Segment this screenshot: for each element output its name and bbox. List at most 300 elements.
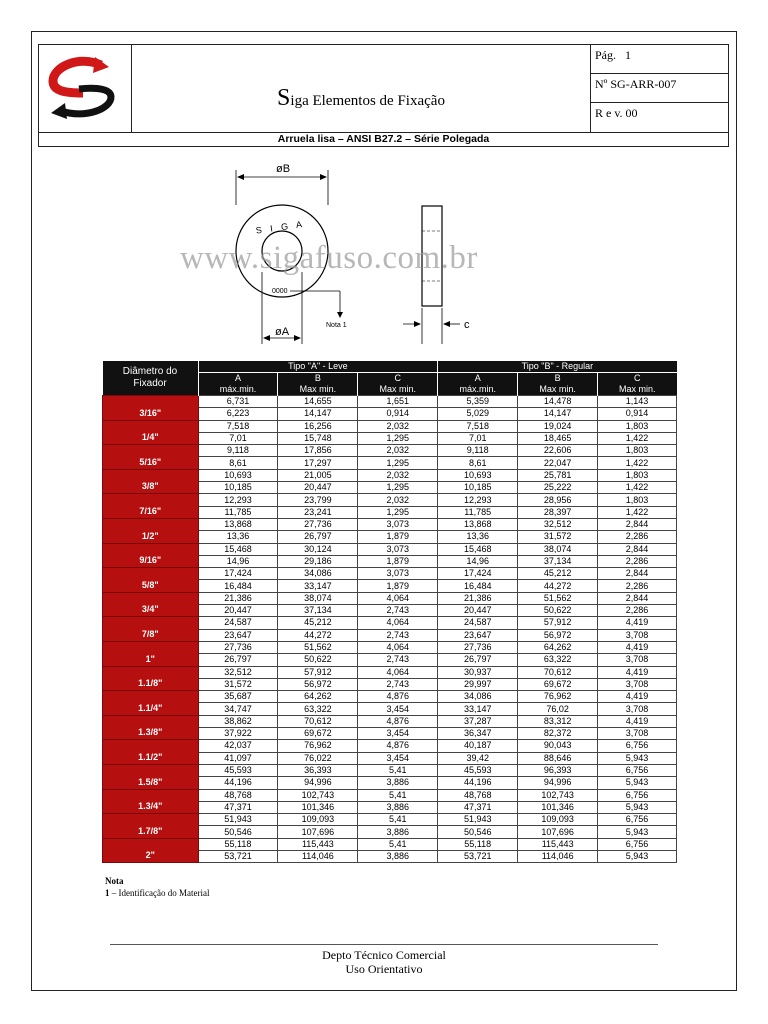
min-value-cell: 5,943 xyxy=(598,752,677,764)
min-value-cell: 3,886 xyxy=(358,826,438,838)
min-value-cell: 2,286 xyxy=(598,580,677,592)
max-value-cell: 5,359 xyxy=(438,396,518,408)
max-value-cell: 5,41 xyxy=(358,764,438,776)
page-number-row xyxy=(591,45,728,74)
min-value-cell: 23,241 xyxy=(278,506,358,518)
table-row xyxy=(103,445,677,457)
max-value-cell: 70,612 xyxy=(278,715,358,727)
fastener-size: 1.3/8" xyxy=(103,715,199,740)
min-value-cell: 2,743 xyxy=(358,605,438,617)
max-value-cell: 2,032 xyxy=(358,469,438,481)
min-value-cell: 11,785 xyxy=(438,506,518,518)
min-value-cell: 20,447 xyxy=(198,605,278,617)
col-letter-header: A xyxy=(198,373,278,385)
max-value-cell: 17,856 xyxy=(278,445,358,457)
max-value-cell: 30,937 xyxy=(438,666,518,678)
min-value-cell: 29,997 xyxy=(438,678,518,690)
max-value-cell: 109,093 xyxy=(518,814,598,826)
max-value-cell: 76,962 xyxy=(518,691,598,703)
min-value-cell: 56,972 xyxy=(278,678,358,690)
min-value-cell: 50,622 xyxy=(278,654,358,666)
max-value-cell: 4,876 xyxy=(358,740,438,752)
diameter-header-line1: Diâmetro do xyxy=(122,366,178,377)
min-value-cell: 53,721 xyxy=(438,850,518,862)
max-value-cell: 32,512 xyxy=(198,666,278,678)
fastener-size: 7/16" xyxy=(103,494,199,519)
min-value-cell: 31,572 xyxy=(518,531,598,543)
max-value-cell: 9,118 xyxy=(198,445,278,457)
max-value-cell: 34,086 xyxy=(278,568,358,580)
max-value-cell: 28,956 xyxy=(518,494,598,506)
min-value-cell: 41,097 xyxy=(198,752,278,764)
min-value-cell: 29,186 xyxy=(278,555,358,567)
max-value-cell: 2,844 xyxy=(598,543,677,555)
max-value-cell: 4,876 xyxy=(358,691,438,703)
min-value-cell: 11,785 xyxy=(198,506,278,518)
min-value-cell: 5,943 xyxy=(598,801,677,813)
min-value-cell: 107,696 xyxy=(278,826,358,838)
fastener-size: 9/16" xyxy=(103,543,199,568)
max-value-cell: 90,043 xyxy=(518,740,598,752)
max-value-cell: 6,756 xyxy=(598,838,677,850)
min-value-cell: 28,397 xyxy=(518,506,598,518)
max-value-cell: 55,118 xyxy=(198,838,278,850)
document-title xyxy=(131,85,591,112)
max-value-cell: 1,143 xyxy=(598,396,677,408)
group-a-header: Tipo "A" - Leve xyxy=(198,361,438,373)
min-value-cell: 101,346 xyxy=(518,801,598,813)
max-value-cell: 13,868 xyxy=(198,518,278,530)
footer xyxy=(0,948,768,976)
min-value-cell: 1,295 xyxy=(358,457,438,469)
fastener-size: 1.3/4" xyxy=(103,789,199,814)
fastener-size: 5/8" xyxy=(103,568,199,593)
min-value-cell: 3,708 xyxy=(598,629,677,641)
washer-spec-table xyxy=(102,361,677,863)
max-value-cell: 42,037 xyxy=(198,740,278,752)
min-value-cell: 2,286 xyxy=(598,531,677,543)
max-value-cell: 102,743 xyxy=(278,789,358,801)
min-value-cell: 3,886 xyxy=(358,801,438,813)
min-value-cell: 16,484 xyxy=(198,580,278,592)
max-value-cell: 35,687 xyxy=(198,691,278,703)
min-value-cell: 0,914 xyxy=(358,408,438,420)
table-row xyxy=(103,494,677,506)
table-row xyxy=(103,666,677,678)
min-value-cell: 1,295 xyxy=(358,506,438,518)
max-value-cell: 19,024 xyxy=(518,420,598,432)
min-value-cell: 5,943 xyxy=(598,777,677,789)
table-row xyxy=(103,617,677,629)
min-value-cell: 3,454 xyxy=(358,752,438,764)
max-value-cell: 102,743 xyxy=(518,789,598,801)
max-value-cell: 22,606 xyxy=(518,445,598,457)
min-value-cell: 3,454 xyxy=(358,728,438,740)
min-value-cell: 37,922 xyxy=(198,728,278,740)
min-value-cell: 1,422 xyxy=(598,506,677,518)
col-unit-header: Max min. xyxy=(278,384,358,396)
fastener-size: 3/4" xyxy=(103,592,199,617)
min-value-cell: 5,943 xyxy=(598,850,677,862)
min-value-cell: 82,372 xyxy=(518,728,598,740)
table-row xyxy=(103,568,677,580)
fastener-size: 3/16" xyxy=(103,396,199,421)
max-value-cell: 4,064 xyxy=(358,592,438,604)
max-value-cell: 15,468 xyxy=(438,543,518,555)
min-value-cell: 6,223 xyxy=(198,408,278,420)
ring-text: S I G A xyxy=(255,218,306,236)
max-value-cell: 32,512 xyxy=(518,518,598,530)
min-value-cell: 3,708 xyxy=(598,728,677,740)
max-value-cell: 30,124 xyxy=(278,543,358,555)
title-text: iga Elementos de Fixação xyxy=(290,93,445,109)
max-value-cell: 34,086 xyxy=(438,691,518,703)
max-value-cell: 51,562 xyxy=(278,641,358,653)
min-value-cell: 17,297 xyxy=(278,457,358,469)
col-letter-header: B xyxy=(278,373,358,385)
min-value-cell: 3,708 xyxy=(598,654,677,666)
note-ref: Nota 1 xyxy=(326,322,347,329)
min-value-cell: 50,622 xyxy=(518,605,598,617)
min-value-cell: 0,914 xyxy=(598,408,677,420)
min-value-cell: 3,708 xyxy=(598,703,677,715)
min-value-cell: 18,465 xyxy=(518,432,598,444)
fastener-size: 1/4" xyxy=(103,420,199,445)
max-value-cell: 38,074 xyxy=(278,592,358,604)
min-value-cell: 53,721 xyxy=(198,850,278,862)
min-value-cell: 69,672 xyxy=(278,728,358,740)
company-logo xyxy=(39,45,132,132)
max-value-cell: 4,419 xyxy=(598,641,677,653)
max-value-cell: 4,064 xyxy=(358,641,438,653)
min-value-cell: 7,01 xyxy=(438,432,518,444)
doc-number: Nº SG-ARR-007 xyxy=(591,74,728,103)
max-value-cell: 1,803 xyxy=(598,420,677,432)
min-value-cell: 13,36 xyxy=(198,531,278,543)
min-value-cell: 2,743 xyxy=(358,654,438,666)
min-value-cell: 37,134 xyxy=(278,605,358,617)
max-value-cell: 3,073 xyxy=(358,543,438,555)
max-value-cell: 2,032 xyxy=(358,445,438,457)
min-value-cell: 3,886 xyxy=(358,850,438,862)
min-value-cell: 23,647 xyxy=(438,629,518,641)
max-value-cell: 45,212 xyxy=(518,568,598,580)
note-item-text: – Identificação do Material xyxy=(109,888,210,898)
min-value-cell: 26,797 xyxy=(438,654,518,666)
min-value-cell: 1,879 xyxy=(358,580,438,592)
min-value-cell: 1,422 xyxy=(598,432,677,444)
max-value-cell: 4,419 xyxy=(598,666,677,678)
min-value-cell: 1,879 xyxy=(358,555,438,567)
max-value-cell: 4,419 xyxy=(598,617,677,629)
min-value-cell: 14,96 xyxy=(438,555,518,567)
min-value-cell: 1,879 xyxy=(358,531,438,543)
title-initial: S xyxy=(277,85,291,111)
table-row xyxy=(103,641,677,653)
min-value-cell: 44,196 xyxy=(438,777,518,789)
max-value-cell: 9,118 xyxy=(438,445,518,457)
max-value-cell: 1,803 xyxy=(598,445,677,457)
max-value-cell: 45,593 xyxy=(438,764,518,776)
min-value-cell: 114,046 xyxy=(278,850,358,862)
max-value-cell: 38,074 xyxy=(518,543,598,555)
min-value-cell: 39,42 xyxy=(438,752,518,764)
max-value-cell: 27,736 xyxy=(278,518,358,530)
min-value-cell: 10,185 xyxy=(198,482,278,494)
max-value-cell: 23,799 xyxy=(278,494,358,506)
min-value-cell: 36,347 xyxy=(438,728,518,740)
fastener-size: 1.7/8" xyxy=(103,814,199,839)
page-label: Pág. xyxy=(595,48,616,62)
max-value-cell: 55,118 xyxy=(438,838,518,850)
max-value-cell: 4,064 xyxy=(358,666,438,678)
min-value-cell: 20,447 xyxy=(278,482,358,494)
min-value-cell: 44,272 xyxy=(518,580,598,592)
max-value-cell: 76,962 xyxy=(278,740,358,752)
footer-line1: Depto Técnico Comercial xyxy=(322,948,446,962)
header-row-group xyxy=(103,361,677,373)
fastener-size: 1" xyxy=(103,641,199,666)
max-value-cell: 21,386 xyxy=(198,592,278,604)
max-value-cell: 96,393 xyxy=(518,764,598,776)
max-value-cell: 1,803 xyxy=(598,494,677,506)
min-value-cell: 56,972 xyxy=(518,629,598,641)
group-b-header: Tipo "B" - Regular xyxy=(438,361,677,373)
min-value-cell: 101,346 xyxy=(278,801,358,813)
table-row xyxy=(103,420,677,432)
min-value-cell: 33,147 xyxy=(438,703,518,715)
max-value-cell: 12,293 xyxy=(438,494,518,506)
min-value-cell: 47,371 xyxy=(198,801,278,813)
material-code: 0000 xyxy=(272,288,288,295)
max-value-cell: 16,256 xyxy=(278,420,358,432)
max-value-cell: 21,386 xyxy=(438,592,518,604)
max-value-cell: 36,393 xyxy=(278,764,358,776)
max-value-cell: 45,593 xyxy=(198,764,278,776)
min-value-cell: 34,747 xyxy=(198,703,278,715)
min-value-cell: 37,134 xyxy=(518,555,598,567)
fastener-size: 7/8" xyxy=(103,617,199,642)
max-value-cell: 4,064 xyxy=(358,617,438,629)
max-value-cell: 27,736 xyxy=(198,641,278,653)
max-value-cell: 51,943 xyxy=(198,814,278,826)
min-value-cell: 1,295 xyxy=(358,432,438,444)
min-value-cell: 2,743 xyxy=(358,678,438,690)
table-row xyxy=(103,789,677,801)
watermark: www.sigafuso.com.br xyxy=(180,240,478,276)
min-value-cell: 3,708 xyxy=(598,678,677,690)
min-value-cell: 26,797 xyxy=(198,654,278,666)
fastener-size: 1.1/4" xyxy=(103,691,199,716)
max-value-cell: 2,032 xyxy=(358,420,438,432)
fastener-size: 1.5/8" xyxy=(103,764,199,789)
note-item-number: 1 xyxy=(105,888,110,898)
max-value-cell: 14,655 xyxy=(278,396,358,408)
fastener-size: 1.1/8" xyxy=(103,666,199,691)
max-value-cell: 10,693 xyxy=(438,469,518,481)
min-value-cell: 14,147 xyxy=(518,408,598,420)
document-meta xyxy=(590,45,728,132)
max-value-cell: 15,468 xyxy=(198,543,278,555)
max-value-cell: 37,287 xyxy=(438,715,518,727)
max-value-cell: 6,756 xyxy=(598,814,677,826)
footer-line2: Uso Orientativo xyxy=(345,962,423,976)
min-value-cell: 14,147 xyxy=(278,408,358,420)
min-value-cell: 10,185 xyxy=(438,482,518,494)
min-value-cell: 16,484 xyxy=(438,580,518,592)
min-value-cell: 69,672 xyxy=(518,678,598,690)
max-value-cell: 6,756 xyxy=(598,764,677,776)
min-value-cell: 20,447 xyxy=(438,605,518,617)
table-row xyxy=(103,814,677,826)
diameter-header-line2: Fixador xyxy=(133,378,167,389)
diameter-header xyxy=(103,361,199,396)
table-row xyxy=(103,396,677,408)
max-value-cell: 115,443 xyxy=(278,838,358,850)
page-number: 1 xyxy=(625,48,631,62)
max-value-cell: 5,41 xyxy=(358,814,438,826)
max-value-cell: 1,651 xyxy=(358,396,438,408)
min-value-cell: 5,029 xyxy=(438,408,518,420)
max-value-cell: 17,424 xyxy=(198,568,278,580)
min-value-cell: 47,371 xyxy=(438,801,518,813)
min-value-cell: 107,696 xyxy=(518,826,598,838)
max-value-cell: 45,212 xyxy=(278,617,358,629)
max-value-cell: 13,868 xyxy=(438,518,518,530)
max-value-cell: 25,781 xyxy=(518,469,598,481)
min-value-cell: 1,295 xyxy=(358,482,438,494)
table-row xyxy=(103,838,677,850)
max-value-cell: 2,032 xyxy=(358,494,438,506)
fastener-size: 3/8" xyxy=(103,469,199,494)
max-value-cell: 27,736 xyxy=(438,641,518,653)
label-a: øA xyxy=(275,326,290,338)
table-row xyxy=(103,764,677,776)
max-value-cell: 64,262 xyxy=(278,691,358,703)
min-value-cell: 33,147 xyxy=(278,580,358,592)
document-header xyxy=(38,44,729,133)
max-value-cell: 21,005 xyxy=(278,469,358,481)
fastener-size: 1.1/2" xyxy=(103,740,199,765)
max-value-cell: 6,756 xyxy=(598,789,677,801)
min-value-cell: 88,646 xyxy=(518,752,598,764)
note-block xyxy=(105,875,209,899)
max-value-cell: 6,756 xyxy=(598,740,677,752)
max-value-cell: 38,862 xyxy=(198,715,278,727)
max-value-cell: 109,093 xyxy=(278,814,358,826)
min-value-cell: 3,886 xyxy=(358,777,438,789)
min-value-cell: 26,797 xyxy=(278,531,358,543)
min-value-cell: 31,572 xyxy=(198,678,278,690)
max-value-cell: 17,424 xyxy=(438,568,518,580)
max-value-cell: 14,478 xyxy=(518,396,598,408)
min-value-cell: 2,286 xyxy=(598,555,677,567)
min-value-cell: 44,272 xyxy=(278,629,358,641)
max-value-cell: 24,587 xyxy=(198,617,278,629)
min-value-cell: 76,022 xyxy=(278,752,358,764)
min-value-cell: 50,546 xyxy=(438,826,518,838)
col-letter-header: C xyxy=(598,373,677,385)
max-value-cell: 3,073 xyxy=(358,568,438,580)
max-value-cell: 4,876 xyxy=(358,715,438,727)
table-row xyxy=(103,691,677,703)
col-unit-header: Max min. xyxy=(598,384,677,396)
max-value-cell: 48,768 xyxy=(198,789,278,801)
table-row xyxy=(103,592,677,604)
max-value-cell: 5,41 xyxy=(358,789,438,801)
max-value-cell: 12,293 xyxy=(198,494,278,506)
table-row xyxy=(103,715,677,727)
fastener-size: 5/16" xyxy=(103,445,199,470)
max-value-cell: 2,844 xyxy=(598,592,677,604)
table-row xyxy=(103,518,677,530)
max-value-cell: 48,768 xyxy=(438,789,518,801)
min-value-cell: 63,322 xyxy=(518,654,598,666)
subtitle: Arruela lisa – ANSI B27.2 – Série Polegada xyxy=(38,133,729,147)
min-value-cell: 15,748 xyxy=(278,432,358,444)
max-value-cell: 40,187 xyxy=(438,740,518,752)
max-value-cell: 1,803 xyxy=(598,469,677,481)
min-value-cell: 44,196 xyxy=(198,777,278,789)
min-value-cell: 25,222 xyxy=(518,482,598,494)
min-value-cell: 8,61 xyxy=(438,457,518,469)
max-value-cell: 115,443 xyxy=(518,838,598,850)
min-value-cell: 94,996 xyxy=(518,777,598,789)
max-value-cell: 64,262 xyxy=(518,641,598,653)
min-value-cell: 114,046 xyxy=(518,850,598,862)
max-value-cell: 24,587 xyxy=(438,617,518,629)
min-value-cell: 14,96 xyxy=(198,555,278,567)
min-value-cell: 23,647 xyxy=(198,629,278,641)
min-value-cell: 13,36 xyxy=(438,531,518,543)
max-value-cell: 4,419 xyxy=(598,691,677,703)
min-value-cell: 50,546 xyxy=(198,826,278,838)
revision: R e v. 00 xyxy=(595,106,638,120)
table-row xyxy=(103,543,677,555)
max-value-cell: 51,562 xyxy=(518,592,598,604)
max-value-cell: 4,419 xyxy=(598,715,677,727)
min-value-cell: 22,047 xyxy=(518,457,598,469)
max-value-cell: 83,312 xyxy=(518,715,598,727)
max-value-cell: 2,844 xyxy=(598,518,677,530)
col-letter-header: A xyxy=(438,373,518,385)
max-value-cell: 70,612 xyxy=(518,666,598,678)
min-value-cell: 7,01 xyxy=(198,432,278,444)
col-unit-header: Max min. xyxy=(518,384,598,396)
col-unit-header: Max min. xyxy=(358,384,438,396)
col-letter-header: B xyxy=(518,373,598,385)
col-unit-header: máx.min. xyxy=(438,384,518,396)
col-letter-header: C xyxy=(358,373,438,385)
fastener-size: 2" xyxy=(103,838,199,863)
max-value-cell: 6,731 xyxy=(198,396,278,408)
label-b: øB xyxy=(276,163,291,175)
min-value-cell: 1,422 xyxy=(598,482,677,494)
min-value-cell: 2,286 xyxy=(598,605,677,617)
max-value-cell: 51,943 xyxy=(438,814,518,826)
max-value-cell: 10,693 xyxy=(198,469,278,481)
label-c: c xyxy=(464,319,470,331)
min-value-cell: 3,454 xyxy=(358,703,438,715)
max-value-cell: 7,518 xyxy=(438,420,518,432)
max-value-cell: 2,844 xyxy=(598,568,677,580)
min-value-cell: 2,743 xyxy=(358,629,438,641)
max-value-cell: 57,912 xyxy=(518,617,598,629)
note-title: Nota xyxy=(105,876,124,886)
min-value-cell: 5,943 xyxy=(598,826,677,838)
siga-logo-icon xyxy=(39,45,131,132)
min-value-cell: 94,996 xyxy=(278,777,358,789)
